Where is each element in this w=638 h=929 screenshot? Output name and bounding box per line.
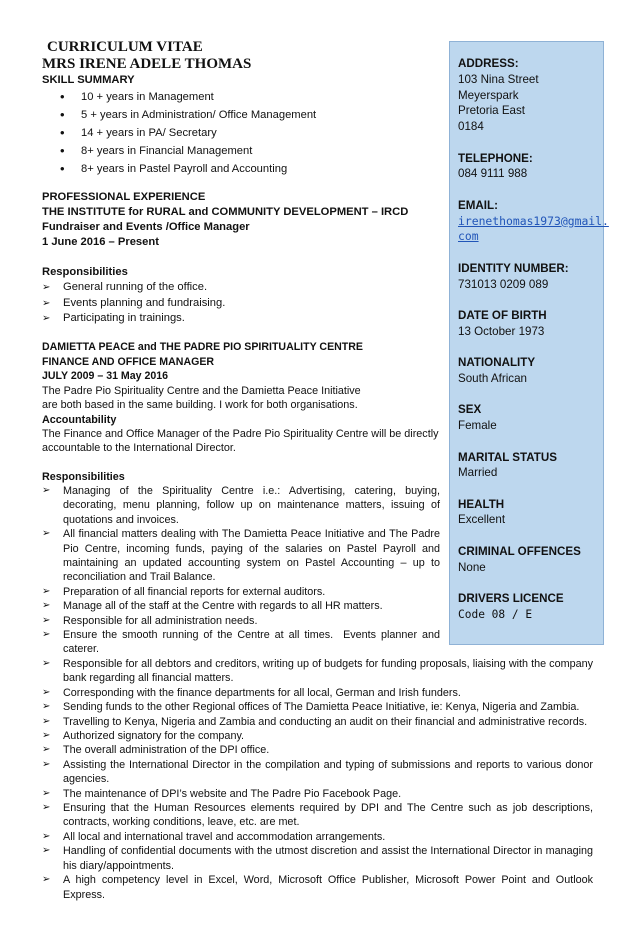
job1-role: Fundraiser and Events /Office Manager: [42, 221, 250, 233]
list-item: ➢ Authorized signatory for the company.: [42, 729, 593, 743]
address-line: Meyerspark: [458, 88, 519, 102]
list-item: ➢ Travelling to Kenya, Nigeria and Zambia and conducting an audit on their financial and administrative records.: [42, 715, 593, 729]
dob-label: DATE OF BIRTH: [458, 308, 547, 322]
job1-responsibility-list: [42, 280, 422, 327]
telephone-value: 084 9111 988: [458, 167, 528, 181]
document-title: CURRICULUM VITAE: [47, 39, 203, 55]
identity-section: [458, 261, 603, 293]
address-line: 0184: [458, 120, 484, 134]
health-section: [458, 497, 603, 529]
address-label: ADDRESS:: [458, 57, 519, 70]
telephone-label: TELEPHONE:: [458, 151, 533, 165]
marital-value: Married: [458, 466, 498, 480]
address-section: [458, 56, 603, 135]
identity-value: 731013 0209 089: [458, 277, 549, 291]
sex-value: Female: [458, 419, 497, 433]
nationality-label: NATIONALITY: [458, 356, 536, 370]
contact-sidebar: [449, 41, 609, 645]
list-item: ➢ Managing of the Spirituality Centre i.e.: Advertising, catering, buying, decorating, menu planning, follow up on maintenance matters, issuing of quotations and invoices.: [42, 484, 440, 527]
experience-heading: PROFESSIONAL EXPERIENCE: [42, 191, 206, 203]
list-item: ➢ General running of the office.: [42, 280, 422, 296]
criminal-value: None: [458, 560, 486, 574]
skill-summary-heading: SKILL SUMMARY: [42, 74, 135, 86]
list-item: ➢ Sending funds to the other Regional offices of The Damietta Peace Initiative, ie: Kenya, Nigeria and Zambia.: [42, 700, 593, 714]
list-item: ➢ Manage all of the staff at the Centre with regards to all HR matters.: [42, 599, 440, 613]
licence-value: Code 08 / E: [458, 607, 533, 621]
accountability-heading: Accountability: [42, 414, 117, 426]
job2-intro-line2: are both based in the same building. I work for both organisations.: [42, 399, 358, 411]
job2-responsibilities-heading: Responsibilities: [42, 471, 125, 483]
list-item: ➢ A high competency level in Excel, Word, Microsoft Office Publisher, Microsoft Power Point and Outlook Express.: [42, 873, 593, 902]
address-line: Pretoria East: [458, 104, 526, 118]
job2-responsibility-list-narrow: [42, 484, 440, 657]
health-value: Excellent: [458, 513, 506, 527]
list-item: ➢ The maintenance of DPI’s website and The Padre Pio Facebook Page.: [42, 787, 593, 801]
dob-value: 13 October 1973: [458, 324, 545, 338]
job1-organisation: THE INSTITUTE for RURAL and COMMUNITY DEVELOPMENT – IRCD: [42, 206, 409, 218]
telephone-section: [458, 151, 603, 183]
list-item: ➢ Handling of confidential documents with the utmost discretion and assist the International Director in managing his diary/appointments.: [42, 844, 593, 873]
list-item: ➢ Ensuring that the Human Resources elements required by DPI and The Centre such as job descriptions, contracts, working conditions, leave, etc. are met.: [42, 801, 593, 830]
sex-label: SEX: [458, 403, 482, 417]
list-item: • 14 + years in PA/ Secretary: [60, 126, 316, 144]
list-item: ➢ All local and international travel and accommodation arrangements.: [42, 830, 593, 844]
job2-organisation: DAMIETTA PEACE and THE PADRE PIO SPIRITUALITY CENTRE: [42, 341, 363, 353]
email-link-line1: irenethomas1973@gmail.: [458, 213, 609, 228]
nationality-value: South African: [458, 371, 527, 385]
criminal-label: CRIMINAL OFFENCES: [458, 544, 581, 558]
email-link-line2: com: [458, 229, 479, 244]
list-item: • 10 + years in Management: [60, 90, 316, 108]
list-item: ➢ The overall administration of the DPI office.: [42, 743, 593, 757]
licence-label: DRIVERS LICENCE: [458, 592, 564, 606]
list-item: ➢ All financial matters dealing with The Damietta Peace Initiative and The Padre Pio Centre, incoming funds, paying of the salaries on Pastel Payroll and maintaining an updated accounting system on Pastel Accounting – up to reconciliation and Trail Balance.: [42, 527, 440, 585]
list-item: • 5 + years in Administration/ Office Management: [60, 108, 316, 126]
nationality-section: [458, 355, 603, 387]
job1-dates: 1 June 2016 – Present: [42, 236, 159, 248]
job2-intro-line1: The Padre Pio Spirituality Centre and the Damietta Peace Initiative: [42, 385, 361, 397]
job2-role: FINANCE AND OFFICE MANAGER: [42, 356, 215, 368]
candidate-name: MRS IRENE ADELE THOMAS: [42, 56, 252, 72]
health-label: HEALTH: [458, 497, 505, 511]
email-section: [458, 198, 609, 245]
list-item: • 8+ years in Pastel Payroll and Accounting: [60, 162, 316, 180]
job1-responsibilities-heading: Responsibilities: [42, 266, 128, 278]
list-item: ➢ Participating in trainings.: [42, 311, 422, 327]
marital-section: [458, 450, 603, 482]
address-line: 103 Nina Street: [458, 72, 539, 86]
list-item: ➢ Responsible for all debtors and creditors, writing up of budgets for funding proposals, liaising with the company bank regarding all financial matters.: [42, 657, 593, 686]
list-item: • 8+ years in Financial Management: [60, 144, 316, 162]
sex-section: [458, 402, 603, 434]
list-item: ➢ Responsible for all administration needs.: [42, 614, 440, 628]
criminal-section: [458, 544, 603, 576]
skill-list: [60, 90, 316, 180]
marital-label: MARITAL STATUS: [458, 450, 557, 464]
list-item: ➢ Preparation of all financial reports for external auditors.: [42, 585, 440, 599]
list-item: ➢ Ensure the smooth running of the Centre at all times. Events planner and caterer.: [42, 628, 440, 657]
identity-label: IDENTITY NUMBER:: [458, 261, 569, 275]
list-item: ➢ Assisting the International Director in the compilation and typing of submissions and reports to various donor agencies.: [42, 758, 593, 787]
email-link[interactable]: [458, 213, 609, 246]
accountability-text: The Finance and Office Manager of the Padre Pio Spirituality Centre will be directly accountable to the International Director.: [42, 428, 439, 455]
job2-dates: JULY 2009 – 31 May 2016: [42, 370, 169, 382]
list-item: ➢ Corresponding with the finance departments for all local, German and Irish funders.: [42, 686, 593, 700]
job2-responsibility-list-wide: [42, 657, 593, 902]
list-item: ➢ Events planning and fundraising.: [42, 296, 422, 312]
email-label: EMAIL:: [458, 198, 498, 212]
licence-section: [458, 591, 603, 623]
dob-section: [458, 308, 603, 340]
